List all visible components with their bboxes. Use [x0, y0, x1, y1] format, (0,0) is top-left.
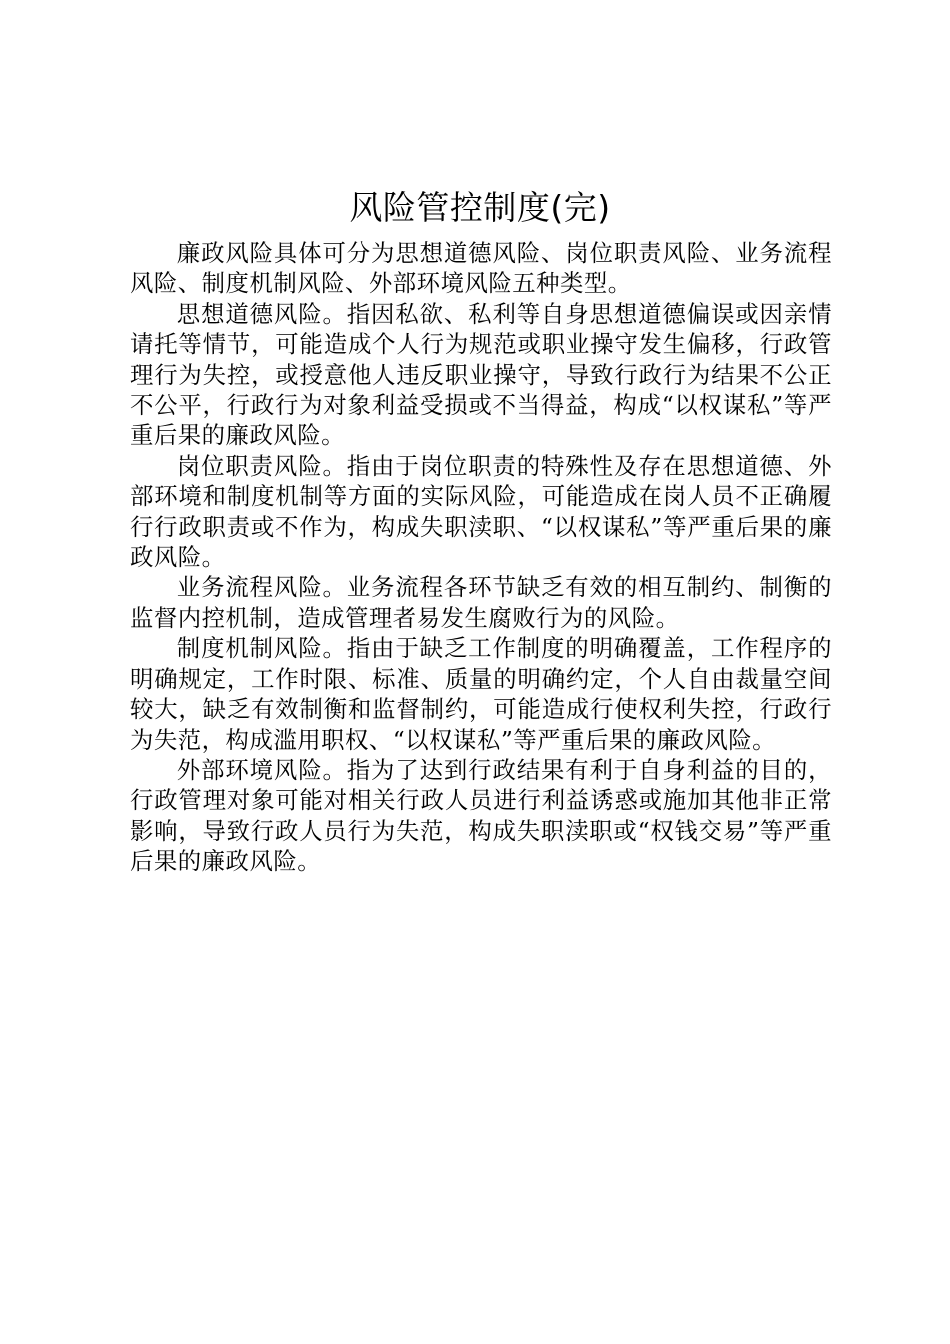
document-title: 风险管控制度(完)	[349, 188, 611, 227]
paragraph-position-risk: 岗位职责风险。指由于岗位职责的特殊性及存在思想道德、外部环境和制度机制等方面的实际风险，可能造成在岗人员不正确履行行政职责或不作为，构成失职渎职、“以权谋私”等严重后果的廉政风险。	[130, 451, 832, 572]
paragraph-system-risk: 制度机制风险。指由于缺乏工作制度的明确覆盖，工作程序的明确规定，工作时限、标准、质量的明确约定，个人自由裁量空间较大，缺乏有效制衡和监督制约，可能造成行使权利失控，行政行为失范，构成滥用职权、“以权谋私”等严重后果的廉政风险。	[130, 634, 832, 754]
paragraph-moral-risk: 思想道德风险。指因私欲、私利等自身思想道德偏误或因亲情请托等情节，可能造成个人行为规范或职业操守发生偏移，行政管理行为失控，或授意他人违反职业操守，导致行政行为结果不公正不公平，行政行为对象利益受损或不当得益，构成“以权谋私”等严重后果的廉政风险。	[130, 299, 832, 450]
paragraph-overview: 廉政风险具体可分为思想道德风险、岗位职责风险、业务流程风险、制度机制风险、外部环境风险五种类型。	[130, 239, 832, 298]
paragraph-process-risk: 业务流程风险。业务流程各环节缺乏有效的相互制约、制衡的监督内控机制，造成管理者易发生腐败行为的风险。	[130, 573, 832, 632]
paragraph-external-risk: 外部环境风险。指为了达到行政结果有利于自身利益的目的，行政管理对象可能对相关行政人员进行利益诱惑或施加其他非正常影响，导致行政人员行为失范，构成失职渎职或“权钱交易”等严重后果的廉政风险。	[130, 755, 832, 876]
document-body	[130, 238, 832, 877]
